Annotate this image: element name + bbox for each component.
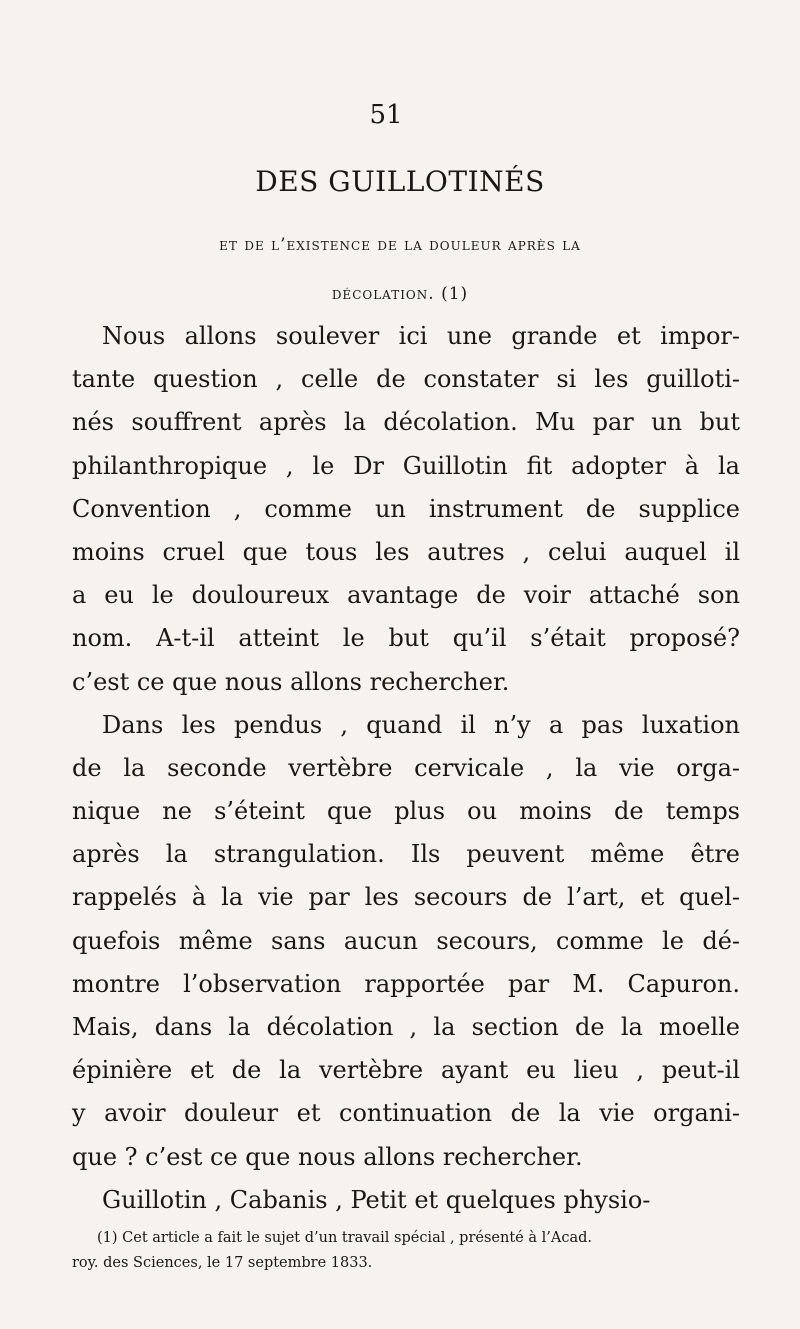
body-line-6: moins cruel que tous les autres , celui auquel il	[72, 537, 740, 566]
body-line-1: Nous allons soulever ici une grande et impor-	[102, 322, 740, 350]
body-line-21: Guillotin , Cabanis , Petit et quelques physio-	[102, 1185, 651, 1214]
body-line-8: nom. A-t-il atteint le but qu’il s’était proposé?	[72, 624, 740, 653]
body-text	[72, 315, 740, 1222]
chapter-subtitle-line-1: et de l’existence de la douleur après la	[219, 235, 581, 255]
body-line-15: quefois même sans aucun secours, comme le dé-	[72, 926, 740, 955]
body-line-19: y avoir douleur et continuation de la vie organi-	[72, 1099, 740, 1128]
body-line-3: nés souffrent après la décolation. Mu par un but	[72, 408, 740, 437]
body-line-20: que ? c’est ce que nous allons rechercher.	[72, 1142, 583, 1171]
body-line-5: Convention , comme un instrument de supplice	[72, 494, 740, 523]
body-line-16: montre l’observation rapportée par M. Capuron.	[72, 969, 740, 998]
footnote	[72, 1226, 740, 1276]
body-line-11: de la seconde vertèbre cervicale , la vie orga-	[72, 753, 740, 782]
body-line-2: tante question , celle de constater si les guilloti-	[72, 365, 740, 394]
body-line-17: Mais, dans la décolation , la section de la moelle	[72, 1013, 740, 1041]
body-line-14: rappelés à la vie par les secours de l’art, et quel-	[72, 883, 740, 912]
body-line-7: a eu le douloureux avantage de voir attaché son	[72, 581, 740, 610]
page-number: 51	[369, 100, 403, 130]
body-line-13: après la strangulation. Ils peuvent même être	[72, 840, 740, 869]
chapter-title: DES GUILLOTINÉS	[255, 165, 545, 198]
body-line-4: philanthropique , le Dr Guillotin fit adopter à la	[72, 451, 740, 480]
body-line-10: Dans les pendus , quand il n’y a pas luxation	[102, 710, 740, 739]
chapter-subtitle-line-2: décolation. (1)	[331, 284, 469, 304]
body-line-12: nique ne s’éteint que plus ou moins de temps	[72, 797, 740, 826]
footnote-line-1: (1) Cet article a fait le sujet d’un travail spécial , présenté à l’Acad.	[97, 1230, 592, 1246]
body-line-18: épinière et de la vertèbre ayant eu lieu , peut-il	[72, 1056, 740, 1085]
footnote-line-2: roy. des Sciences, le 17 septembre 1833.	[72, 1255, 373, 1271]
body-line-9: c’est ce que nous allons rechercher.	[72, 667, 510, 696]
